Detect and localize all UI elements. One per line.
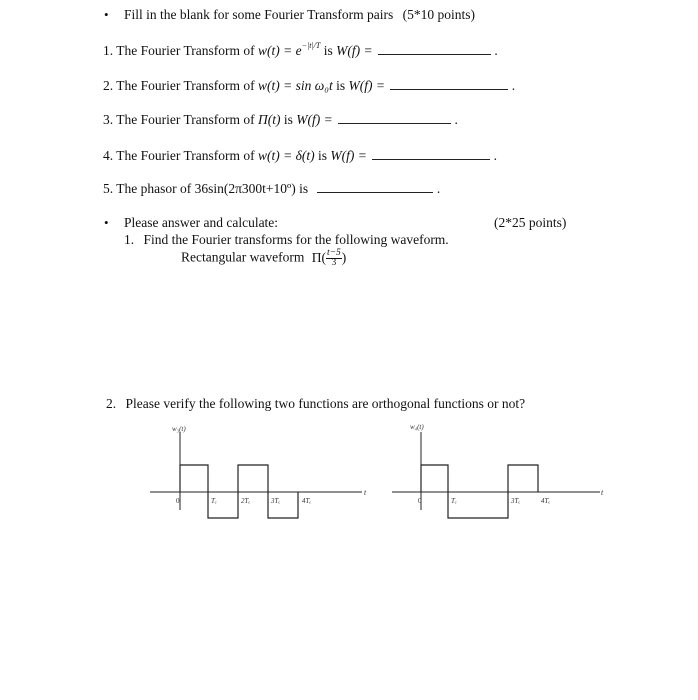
item-text: The phasor of 36sin(2π300t+10º) is xyxy=(116,181,309,196)
section1-heading-text: Fill in the blank for some Fourier Transform pairs xyxy=(124,7,394,22)
y-axis-label: w₄(t) xyxy=(410,423,424,431)
item-end: . xyxy=(493,148,498,163)
tick-label: 3Tₑ xyxy=(271,497,281,505)
answer-blank-2[interactable] xyxy=(390,77,508,90)
fill-item-3 xyxy=(103,111,458,128)
fraction xyxy=(326,249,342,268)
section1-heading xyxy=(124,7,475,23)
tick-label: 0 xyxy=(418,497,422,505)
item-number: 5. xyxy=(103,181,114,196)
answer-blank-1[interactable] xyxy=(378,42,491,55)
item-end: . xyxy=(436,181,441,196)
fill-item-5 xyxy=(103,180,440,197)
item-function: Π(t) xyxy=(258,112,281,127)
question-text: Please verify the following two functions are orthogonal functions or not? xyxy=(125,396,526,411)
x-axis-label: t xyxy=(601,488,604,497)
item-exponent: −|t|/T xyxy=(301,41,321,50)
waveform-path xyxy=(421,465,538,518)
bullet-2: • xyxy=(104,215,109,230)
waveform-path xyxy=(180,465,298,518)
tick-label: 4Tₑ xyxy=(541,497,551,505)
question-number: 2. xyxy=(106,396,117,411)
item-result: W(f) = xyxy=(336,43,373,58)
item-prefix: The Fourier Transform of xyxy=(116,78,255,93)
item-end: . xyxy=(494,43,498,58)
item-prefix: The Fourier Transform of xyxy=(116,112,255,127)
fraction-denominator: 3 xyxy=(331,258,337,268)
y-axis-label: w₃(t) xyxy=(172,425,186,433)
answer-blank-3[interactable] xyxy=(338,111,451,124)
item-number: 4. xyxy=(103,148,114,163)
item-is: is xyxy=(283,112,293,127)
answer-blank-4[interactable] xyxy=(372,147,490,160)
question-text: Find the Fourier transforms for the following waveform. xyxy=(143,232,449,247)
tick-label: 3Tₑ xyxy=(511,497,521,505)
item-end: . xyxy=(454,112,458,127)
answer-blank-5[interactable] xyxy=(317,180,433,193)
tick-label: Tₑ xyxy=(211,497,217,505)
tick-label: 4Tₑ xyxy=(302,497,312,505)
close-paren: ) xyxy=(341,249,347,265)
tick-label: Tₑ xyxy=(451,497,457,505)
rect-function xyxy=(311,248,347,268)
waveform-label: Rectangular waveform xyxy=(181,249,305,265)
section2-points: (2*25 points) xyxy=(494,215,567,230)
item-prefix: The Fourier Transform of xyxy=(116,148,255,163)
question-1 xyxy=(124,232,449,248)
item-is: is xyxy=(336,78,346,93)
section2-heading: Please answer and calculate: xyxy=(124,215,279,230)
item-is: is xyxy=(323,43,333,58)
item-is: is xyxy=(318,148,328,163)
question-2 xyxy=(106,396,525,412)
fill-item-1 xyxy=(103,41,498,59)
item-prefix: The Fourier Transform of xyxy=(116,43,255,58)
x-axis-label: t xyxy=(364,488,367,497)
fill-item-2 xyxy=(103,77,515,94)
item-result: W(f) = xyxy=(296,112,333,127)
bullet-1: • xyxy=(104,7,109,22)
item-number: 3. xyxy=(103,112,114,127)
fill-item-4 xyxy=(103,147,497,164)
waveform-line xyxy=(181,249,346,268)
pi-symbol: Π( xyxy=(311,249,326,265)
tick-label: 0 xyxy=(176,497,180,505)
item-number: 1. xyxy=(103,43,114,58)
item-function: w(t) = δ(t) xyxy=(258,148,315,163)
item-result: W(f) = xyxy=(330,148,367,163)
item-function: w(t) = sin ω₀t xyxy=(258,78,333,93)
question-number: 1. xyxy=(124,232,135,247)
fraction-numerator: t−5 xyxy=(326,248,341,258)
tick-label: 2Tₑ xyxy=(241,497,251,505)
item-number: 2. xyxy=(103,78,114,93)
item-result: W(f) = xyxy=(348,78,385,93)
item-end: . xyxy=(511,78,516,93)
item-function: w(t) = e xyxy=(258,43,302,58)
section1-points: (5*10 points) xyxy=(402,7,475,22)
